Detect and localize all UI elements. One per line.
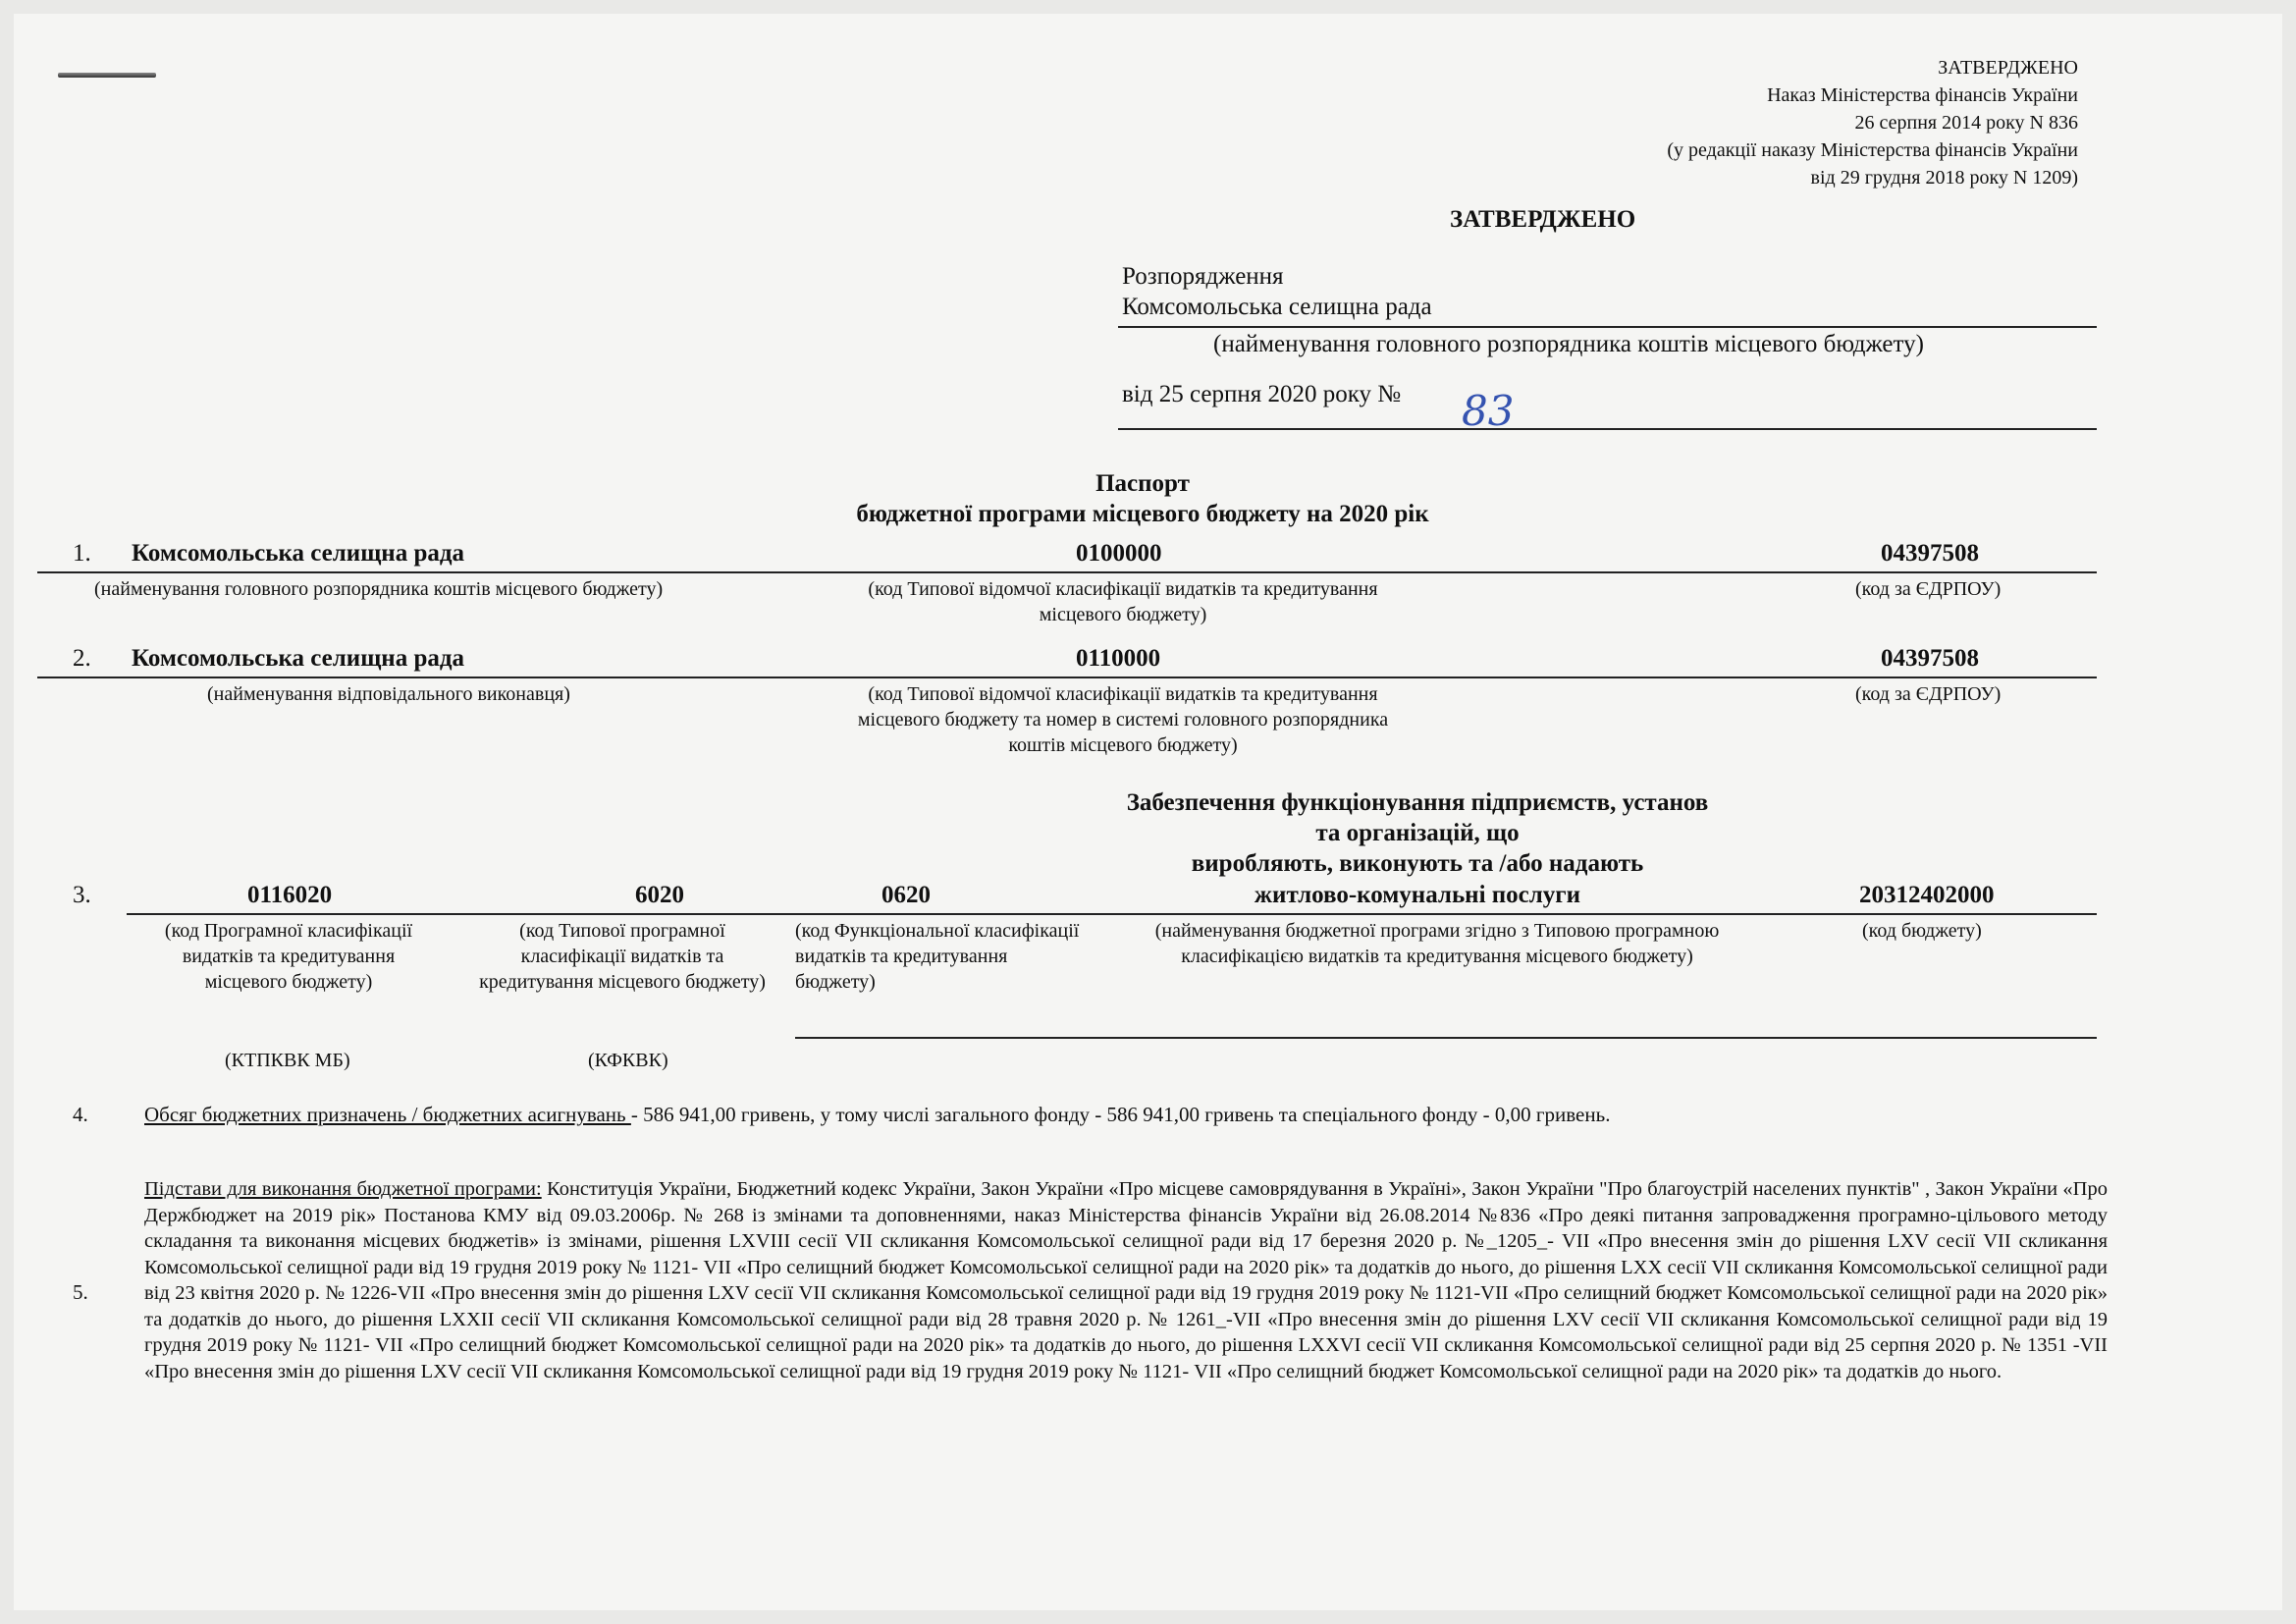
approval-date: від 25 серпня 2020 року № — [1122, 381, 1402, 407]
row3-number: 3. — [73, 882, 91, 908]
row4-text: - 586 941,00 гривень, у тому числі загального фонду - 586 941,00 гривень та спеціального фонду - 0,00 гривень. — [630, 1103, 1611, 1126]
approval-date-underline — [1118, 428, 2097, 430]
handwritten-order-number: 83 — [1462, 387, 1515, 435]
tpkvk-caption-1: (код Типової програмної — [519, 920, 725, 942]
tpkvk-caption-2: класифікації видатків та — [520, 946, 724, 967]
row3-fkvk: 0620 — [881, 882, 931, 908]
program-caption-2: класифікацією видатків та кредитування місцевого бюджету) — [1181, 946, 1693, 967]
row5-paragraph — [144, 1176, 2108, 1384]
row2-code-caption-1: (код Типової відомчої класифікації видатків та кредитування — [868, 683, 1378, 705]
approval-doc-type: Розпорядження — [1122, 263, 1284, 290]
document-page — [14, 14, 2282, 1610]
row1-name-caption: (найменування головного розпорядника коштів місцевого бюджету) — [94, 578, 664, 600]
program-caption-1: (найменування бюджетної програми згідно з Типовою програмною — [1154, 920, 1720, 942]
program-name-line1: Забезпечення функціонування підприємств, установ — [1126, 789, 1709, 816]
approved-header-line2: Наказ Міністерства фінансів України — [1767, 84, 2078, 106]
approval-title: ЗАТВЕРДЖЕНО — [1450, 206, 1636, 233]
row2-name: Комсомольська селищна рада — [132, 645, 465, 672]
fkvk-caption-2: видатків та кредитування — [795, 946, 1008, 967]
row5-text: Конституція України, Бюджетний кодекс України, Закон України «Про місцеве самоврядування в Україні», Закон України "Про благоустрій населених пунктів" , Закон України «Про Держбюджет на 2019 рік» Постанова КМУ від 09.03.2006р. № 268 із змінами та доповненнями, наказ Міністерства фінансів України від 26.08.2014 №836 «Про деякі питання запровадження програмно-цільового методу складання та виконання місцевих бюджетів» із змінами, рішення LXVIII сесії VII скликання Комсомольської селищної ради від 17 березня 2020 р. №_1205_- VII «Про внесення змін до рішення LXV сесії VII скликання Комсомольської селищної ради від 19 грудня 2019 року № 1121- VII «Про селищний бюджет Комсомольської селищної ради на 2020 рік» та додатків до нього, до рішення LXX сесії VII скликання Комсомольської селищної ради від 23 квітня 2020 р. № 1226-VII «Про внесення змін до рішення LXV сесії VII скликання Комсомольської селищної ради від 19 грудня 2019 року № 1121-VII «Про селищний бюджет Комсомольської селищної ради на 2020 рік» та додатків до нього, до рішення LXXII сесії VII скликання Комсомольської селищної ради від 28 травня 2020 р. № 1261_-VII «Про внесення змін до рішення LXV сесії VII скликання Комсомольської селищної ради від 19 грудня 2019 року № 1121- VII «Про селищний бюджет Комсомольської селищної ради на 2020 рік» та додатків до нього, до рішення LXXVI сесії VII скликання Комсомольської селищної ради від 25 серпня 2020 р. № 1351 -VII «Про внесення змін до рішення LXV сесії VII скликання Комсомольської селищної ради від 19 грудня 2019 року № 1121- VII «Про селищний бюджет Комсомольської селищної ради на 2020 рік» та додатків до нього. — [144, 1178, 2108, 1382]
row2-underline — [37, 677, 2097, 678]
ktpkvk-caption-2: видатків та кредитування — [182, 946, 396, 967]
approved-header-line4: (у редакції наказу Міністерства фінансів України — [1667, 139, 2078, 161]
row1-number: 1. — [73, 540, 91, 567]
fkvk-caption-3: бюджету) — [795, 971, 876, 993]
row3-ktpkvk: 0116020 — [247, 882, 333, 908]
row4-label: Обсяг бюджетних призначень / бюджетних асигнувань — [144, 1103, 631, 1126]
program-name-line3: виробляють, виконують та /або надають — [1191, 850, 1644, 877]
row1-edrpou: 04397508 — [1881, 540, 1979, 567]
approved-header-line5: від 29 грудня 2018 року N 1209) — [1810, 167, 2078, 189]
passport-subtitle: бюджетної програми місцевого бюджету на 2020 рік — [856, 501, 1429, 527]
row1-underline — [37, 571, 2097, 573]
row5-number: 5. — [73, 1280, 88, 1304]
ktpkvk-caption-3: місцевого бюджету) — [204, 971, 373, 993]
row2-code: 0110000 — [1076, 645, 1161, 672]
row4-number: 4. — [73, 1103, 88, 1126]
row2-name-caption: (найменування відповідального виконавця) — [207, 683, 570, 705]
tpkvk-abbr: (КФКВК) — [588, 1050, 668, 1071]
program-bottom-line — [795, 1037, 2097, 1039]
row2-code-caption-3: коштів місцевого бюджету) — [1008, 734, 1238, 756]
row2-number: 2. — [73, 645, 91, 672]
row4-content — [144, 1103, 1610, 1127]
passport-title: Паспорт — [1095, 470, 1190, 497]
approval-authority: Комсомольська селищна рада — [1122, 294, 1432, 320]
row1-code: 0100000 — [1076, 540, 1162, 567]
row2-edrpou-caption: (код за ЄДРПОУ) — [1855, 683, 2002, 705]
budget-code-caption: (код бюджету) — [1862, 920, 1982, 942]
approved-header-line1: ЗАТВЕРДЖЕНО — [1938, 57, 2078, 79]
row1-name: Комсомольська селищна рада — [132, 540, 465, 567]
fkvk-caption-1: (код Функціональної класифікації — [795, 920, 1080, 942]
row1-code-caption-1: (код Типової відомчої класифікації видатків та кредитування — [868, 578, 1378, 600]
approved-header-line3: 26 серпня 2014 року N 836 — [1854, 112, 2078, 134]
row3-underline — [127, 913, 2097, 915]
row3-tpkvk: 6020 — [635, 882, 684, 908]
ktpkvk-caption-1: (код Програмної класифікації — [164, 920, 413, 942]
row3-budget-code: 20312402000 — [1859, 882, 1995, 908]
row1-code-caption-2: місцевого бюджету) — [1039, 604, 1207, 625]
row2-code-caption-2: місцевого бюджету та номер в системі головного розпорядника — [857, 709, 1389, 731]
program-name-line2: та організацій, що — [1315, 820, 1520, 846]
tpkvk-caption-3: кредитування місцевого бюджету) — [479, 971, 766, 993]
staple-mark — [58, 73, 156, 78]
approval-authority-underline — [1118, 326, 2097, 328]
row5-label: Підстави для виконання бюджетної програми: — [144, 1178, 542, 1200]
approval-authority-caption: (найменування головного розпорядника коштів місцевого бюджету) — [1213, 331, 1924, 357]
ktpkvk-abbr: (КТПКВК МБ) — [225, 1050, 350, 1071]
row2-edrpou: 04397508 — [1881, 645, 1979, 672]
row1-edrpou-caption: (код за ЄДРПОУ) — [1855, 578, 2002, 600]
program-name-line4: житлово-комунальні послуги — [1254, 882, 1581, 908]
